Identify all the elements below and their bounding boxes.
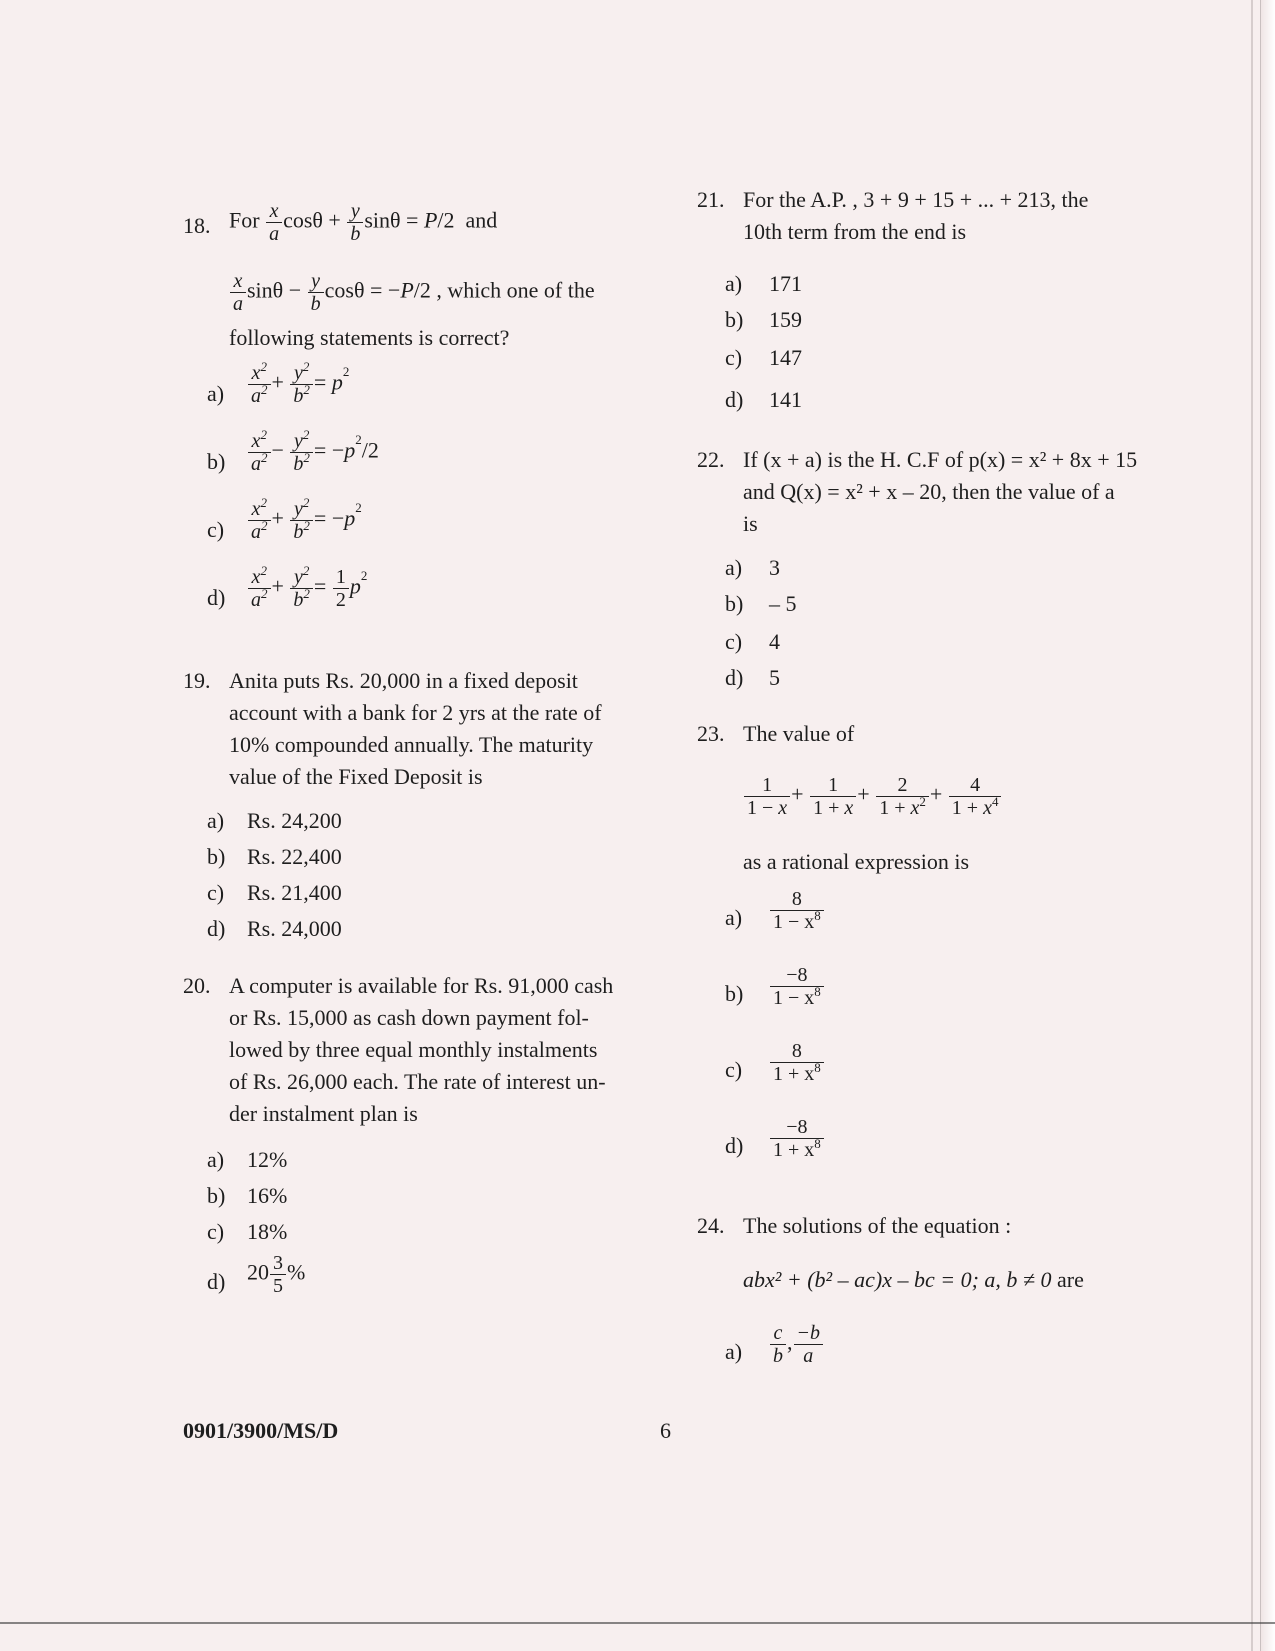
question-text-line: 10th term from the end is — [743, 219, 967, 244]
question-text-line: or Rs. 15,000 as cash down payment fol- — [229, 1005, 589, 1030]
question-18-line2: $\frac{x}{a}$ sinθ − $\frac{y}{b}$ cosθ = −P/2 , which one of the — [229, 270, 595, 315]
question-text-line: value of the Fixed Deposit is — [229, 764, 483, 789]
paper-edge-line — [1251, 0, 1253, 1651]
question-text-line: lowed by three equal monthly instalments — [229, 1037, 598, 1062]
question-text-line: Anita puts Rs. 20,000 in a fixed deposit — [229, 668, 578, 693]
equation: abx² + (b² – ac)x – bc = 0; a, b ≠ 0 are — [743, 1267, 1084, 1292]
question-text-line: der instalment plan is — [229, 1101, 418, 1126]
paper-edge — [1260, 0, 1275, 1651]
page-bottom-edge — [0, 1622, 1275, 1624]
question-text-line: The value of — [743, 721, 855, 746]
question-number: 20. — [183, 973, 211, 998]
question-number: 18. — [183, 213, 211, 238]
question-text-line: of Rs. 26,000 each. The rate of interest un- — [229, 1069, 606, 1094]
question-text-line: and Q(x) = x² + x – 20, then the value of a — [743, 479, 1115, 504]
question-number: 21. — [697, 187, 725, 212]
question-text-line: 10% compounded annually. The maturity — [229, 732, 594, 757]
question-text-line: A computer is available for Rs. 91,000 cash — [229, 973, 614, 998]
question-text-line: The solutions of the equation : — [743, 1213, 1012, 1238]
page-number: 6 — [660, 1418, 671, 1443]
question-text-line: account with a bank for 2 yrs at the rate of — [229, 700, 602, 725]
question-18-line3: following statements is correct? — [229, 325, 510, 350]
question-text-line: as a rational expression is — [743, 849, 970, 874]
expression: $\frac{1}{1 - x}$ + $\frac{1}{1 + x}$ + $\frac{2}{1 + x^2}$ + $\frac{4}{1 + x^4}$ — [743, 774, 1002, 819]
question-number: 23. — [697, 721, 725, 746]
paper-code: 0901/3900/MS/D — [183, 1418, 339, 1443]
question-number: 22. — [697, 447, 725, 472]
question-number: 19. — [183, 668, 211, 693]
question-text-line: For the A.P. , 3 + 9 + 15 + ... + 213, the — [743, 187, 1089, 212]
question-number: 24. — [697, 1213, 725, 1238]
question-18-line1: For $\frac{x}{a}$ cosθ + $\frac{y}{b}$ sinθ = P/2 and — [229, 200, 498, 245]
question-text-line: If (x + a) is the H. C.F of p(x) = x² + 8x + 15 — [743, 447, 1138, 472]
question-text-line: is — [743, 511, 758, 536]
exam-page: 18. For $\frac{x}{a}$ cosθ + $\frac{y}{b}$ sinθ = P/2 and $\frac{x}{a}$ sinθ − $\frac{y}{b}$ cosθ = −P/2 , which one of the following statements is correct? a) $\frac{x^2}{a^2}$ + $\frac{y^2}{b^2}$ = $p^2$ b) $\frac{x^2}{a^2}$ − $\frac{y^2}{b^2}$ = $-p^2/2$ c) $\frac{x^2}{a^2}$ + $\frac{y^2}{b^2}$ = $-p^2$ d) $\frac{x^2}{a^2}$ + $\frac{y^2}{b^2}$ = $\frac{1}{2}$ $p^2$ 19. Anita puts Rs. 20,000 in a fixed deposit account with a bank for 2 yrs at the rate of 10% compounded annually. The maturity value of the Fixed Deposit is a) Rs. 24,200 b) Rs. 22,400 c) Rs. 21,400 d) Rs. 24,000 20. A computer is available for Rs. 91,000 cash or Rs. 15,000 as cash down payment fol- lowed by three equal monthly instalments of Rs. 26,000 each. The rate of interest un- der instalment plan is a) 12% b) 16% c) 18% d) 20 $\frac{3}{5}$ % 21. For the A.P. , 3 + 9 + 15 + ... + 213, the 10th term from the end is a) 171 b) 159 c) 147 d) 141 22. If (x + a) is the H. C.F of p(x) = x² + 8x + 15 and Q(x) = x² + x – 20, then the value of a is a) 3 b) – 5 c) 4 d) 5 23. The value of $\frac{1}{1 - x}$ + $\frac{1}{1 + x}$ + $\frac{2}{1 + x^2}$ + $\frac{4}{1 + x^4}$ as a rational expression is a) $\frac{8}{1 - x^8}$ b) $\frac{-8}{1 - x^8}$ c) $\frac{8}{1 + x^8}$ d) $\frac{-8}{1 + x^8}$ 24. The solutions of the equation : abx² + (b² – ac)x – bc = 0; a, b ≠ 0 are a) $\frac{c}{b}$ , $\frac{-b}{a}$ 0901/3900/MS/D 6 — [0, 0, 1275, 1651]
